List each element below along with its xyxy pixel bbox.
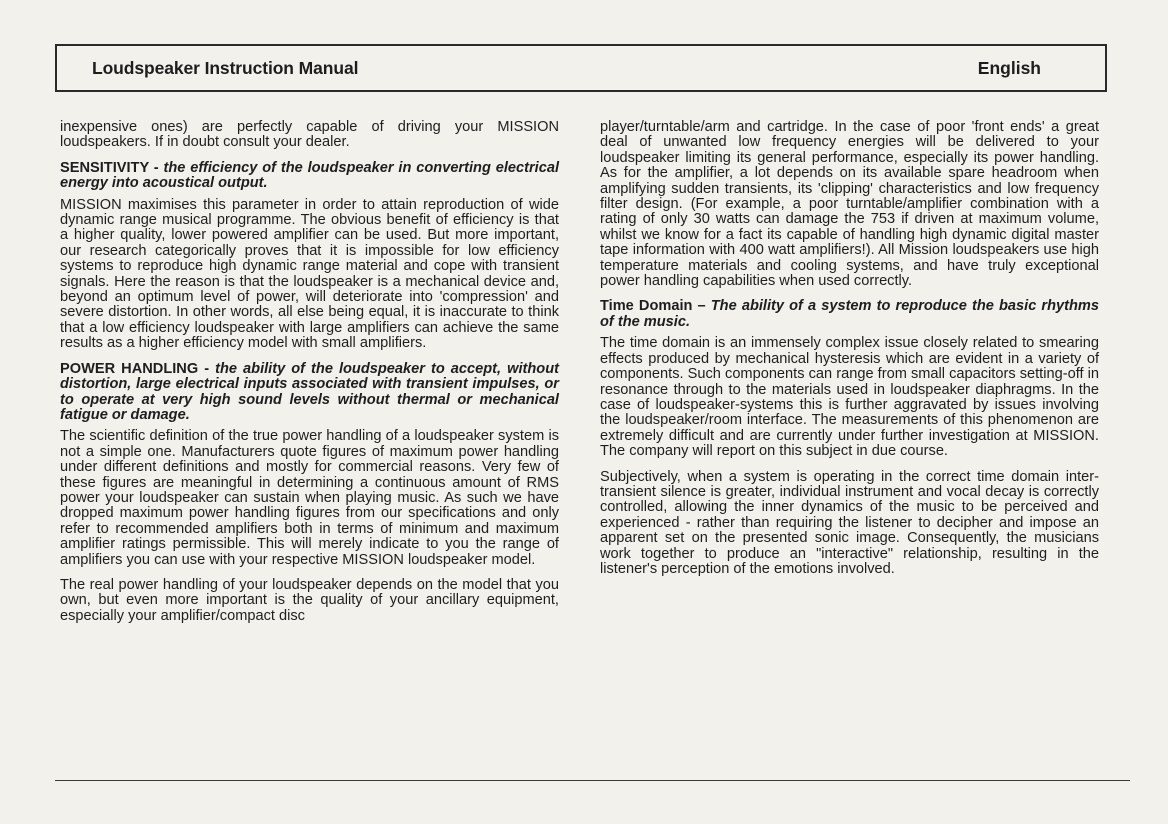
power-handling-term: POWER HANDLING - [60, 360, 216, 377]
sensitivity-definition: the efficiency of the loudspeaker in converting electrical energy into acoustical output. [60, 159, 559, 192]
power-handling-heading [60, 362, 559, 424]
power-handling-paragraph-1: The scientific definition of the true power handling of a loudspeaker system is not a simple one. Manufacturers quote figures of maximum power handling under different definitions and mostly for commercial reasons. Very few of these figures are meaningful in determining a continuous amount of RMS power your loudspeaker can sustain when playing music. As such we have dropped maximum power handling figures from our specifications and only refer to recommended amplifiers both in terms of minimum and maximum amplifier ratings permissible. This will merely indicate to you the range of amplifiers you can use with your respective MISSION loudspeaker model. [60, 428, 559, 568]
time-domain-definition: The ability of a system to reproduce the basic rhythms of the music. [600, 298, 1099, 330]
language-label: English [977, 58, 1041, 78]
time-domain-paragraph-2: Subjectively, when a system is operating in the correct time domain inter-transient silence is greater, individual instrument and vocal decay is correctly controlled, allowing the inner dynamics of the music to be perceived and experienced - rather than requiring the listener to decipher and impose an apparent set on the presented sonic image. Consequently, the musicians work together to produce an "interactive" relationship, resulting in the listener's perception of the emotions involved. [600, 468, 1099, 577]
time-domain-heading [600, 299, 1099, 330]
power-handling-continued-paragraph: player/turntable/arm and cartridge. In the case of poor 'front ends' a great deal of unwanted low frequency energies will be delivered to your loudspeaker limiting its general performance, especially its power handling. As for the amplifier, a lot depends on its available spare headroom when amplifying sudden transients, its 'clipping' characteristics and low frequency filter design. (For example, a poor turntable/amplifier combination with a rating of only 30 watts can damage the 753 if driven at maximum volume, whilst we know for a fact its capable of handling high dynamic digital master tape information with 400 watt amplifiers!). All Mission loudspeakers use high temperature materials and cooling systems, and have truly exceptional power handling capabilities when used correctly. [600, 119, 1099, 290]
time-domain-paragraph-1: The time domain is an immensely complex issue closely related to smearing effects produced by mechanical hysteresis which are evident in a variety of components. Such components can range from small capacitors setting-off in resonance through to the materials used in loudspeaker diaphragms. In the case of loudspeaker-systems this is further aggravated by issues involving the loudspeaker/room interface. The measurements of this phenomenon are extremely difficult and are currently under further investigation at MISSION. The company will report on this subject in due course. [600, 335, 1099, 460]
time-domain-term: Time Domain – [600, 298, 711, 315]
right-column [600, 120, 1099, 587]
sensitivity-paragraph: MISSION maximises this parameter in order to attain reproduction of wide dynamic range musical programme. The obvious benefit of efficiency is that a higher quality, lower powered amplifier can be used. But more important, our research categorically proves that it is impossible for low efficiency systems to reproduce high dynamic range material and cope with transient signals. Here the reason is that the loudspeaker is a mechanical device and, beyond an optimum level of power, will deteriorate into 'compression' and severe distortion. In other words, all else being equal, it is inaccurate to think that a low efficiency loudspeaker with large amplifiers can achieve the same results as a higher efficiency model with small amplifiers. [60, 196, 559, 352]
intro-paragraph: inexpensive ones) are perfectly capable of driving your MISSION loudspeakers. If in doubt consult your dealer. [60, 119, 559, 151]
power-handling-paragraph-2: The real power handling of your loudspeaker depends on the model that you own, but even more important is the quality of your ancillary equipment, especially your amplifier/compact disc [60, 576, 559, 624]
sensitivity-heading [60, 161, 559, 192]
sensitivity-term: SENSITIVITY - [60, 159, 164, 176]
manual-title: Loudspeaker Instruction Manual [92, 58, 359, 78]
footer-divider [55, 780, 1130, 781]
page-header [55, 44, 1107, 92]
power-handling-definition: the ability of the loudspeaker to accept, without distortion, large electrical inputs associated with transient impulses, or to operate at very high sound levels without thermal or mechanical fatigue or damage. [60, 360, 559, 423]
left-column [60, 120, 559, 634]
